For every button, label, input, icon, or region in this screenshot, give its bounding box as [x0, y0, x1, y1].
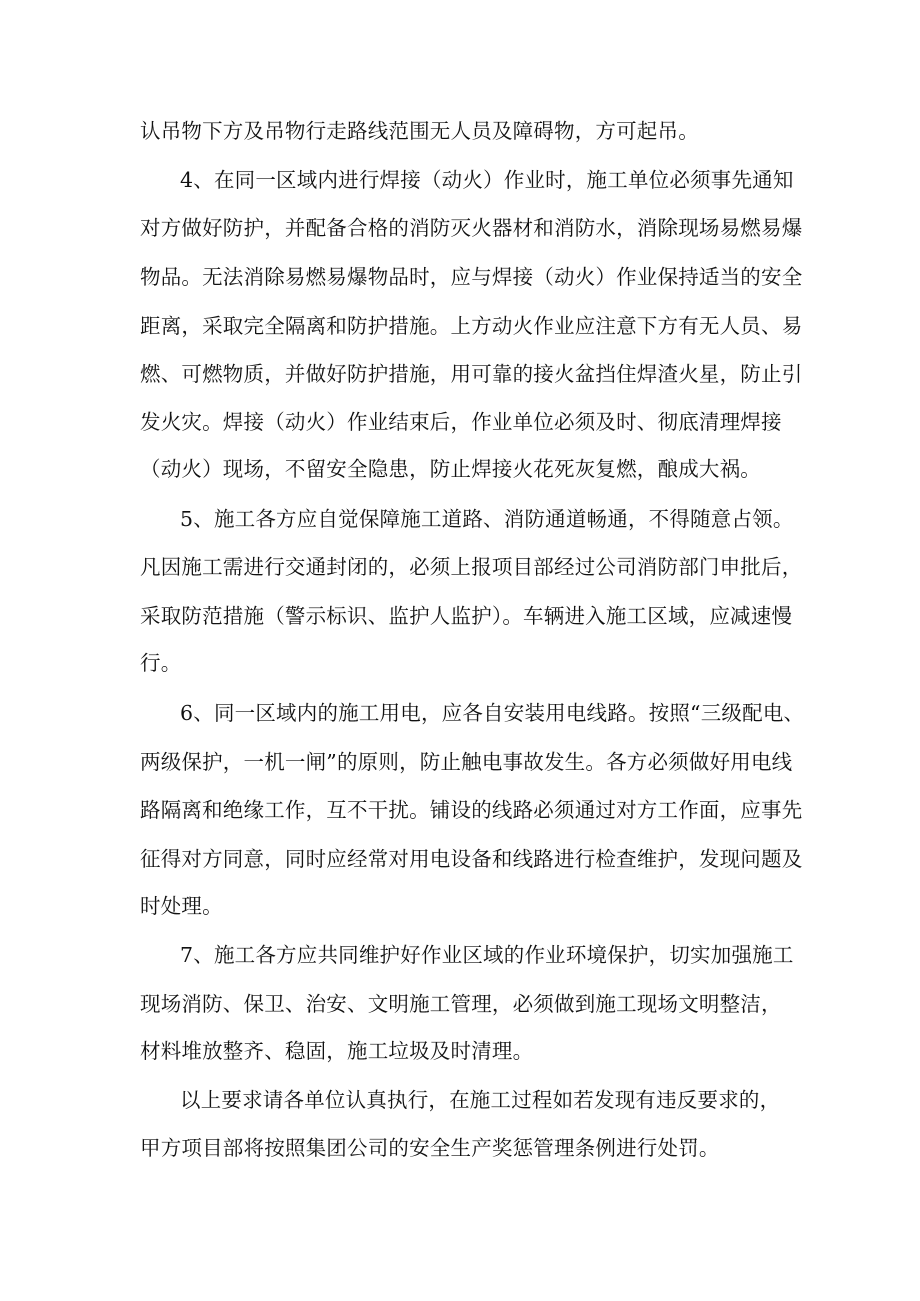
paragraph-6-line: 征得对方同意，同时应经常对用电设备和线路进行检查维护，发现问题及	[140, 847, 803, 871]
paragraph-6-line: 时处理。	[140, 894, 223, 918]
paragraph-4-line: 燃、可燃物质，并做好防护措施，用可靠的接火盆挡住焊渣火星，防止引	[140, 362, 803, 386]
paragraph-5-line: 采取防范措施（警示标识、监护人监护）。车辆进入施工区域，应减速慢	[140, 604, 793, 628]
paragraph-7-line: 材料堆放整齐、稳固，施工垃圾及时清理。	[140, 1039, 534, 1063]
paragraph-5-line: 行。	[140, 651, 182, 675]
paragraph-4-line: 物品。无法消除易燃易爆物品时，应与焊接（动火）作业保持适当的安全	[140, 265, 803, 289]
paragraph-6-line: 6、同一区域内的施工用电，应各自安装用电线路。按照“三级配电、	[180, 701, 805, 725]
paragraph-6-line: 路隔离和绝缘工作，互不干扰。铺设的线路必须通过对方工作面，应事先	[140, 798, 803, 822]
paragraph-4-line: 距离，采取完全隔离和防护措施。上方动火作业应注意下方有无人员、易	[140, 314, 803, 338]
closing-paragraph-line: 以上要求请各单位认真执行，在施工过程如若发现有违反要求的，	[180, 1088, 781, 1112]
paragraph-7-line: 现场消防、保卫、治安、文明施工管理，必须做到施工现场文明整洁，	[140, 992, 782, 1016]
paragraph-5-line: 凡因施工需进行交通封闭的，必须上报项目部经过公司消防部门申批后，	[140, 555, 803, 579]
paragraph-4-line: 4、在同一区域内进行焊接（动火）作业时，施工单位必须事先通知	[180, 168, 794, 192]
paragraph-7-line: 7、施工各方应共同维护好作业区域的作业环境保护，切实加强施工	[180, 943, 794, 967]
paragraph-4-line: 发火灾。焊接（动火）作业结束后，作业单位必须及时、彻底清理焊接	[140, 410, 782, 434]
paragraph-4-line: （动火）现场，不留安全隐患，防止焊接火花死灰复燃，酿成大祸。	[140, 457, 761, 481]
closing-paragraph-line: 甲方项目部将按照集团公司的安全生产奖惩管理条例进行处罚。	[140, 1136, 720, 1160]
paragraph-5-line: 5、施工各方应自觉保障施工道路、消防通道畅通，不得随意占领。	[180, 507, 794, 531]
paragraph-4-line: 对方做好防护，并配备合格的消防灭火器材和消防水，消除现场易燃易爆	[140, 216, 803, 240]
text-line: 认吊物下方及吊物行走路线范围无人员及障碍物，方可起吊。	[140, 119, 699, 143]
paragraph-6-line: 两级保护，一机一闸”的原则，防止触电事故发生。各方必须做好用电线	[140, 750, 793, 774]
